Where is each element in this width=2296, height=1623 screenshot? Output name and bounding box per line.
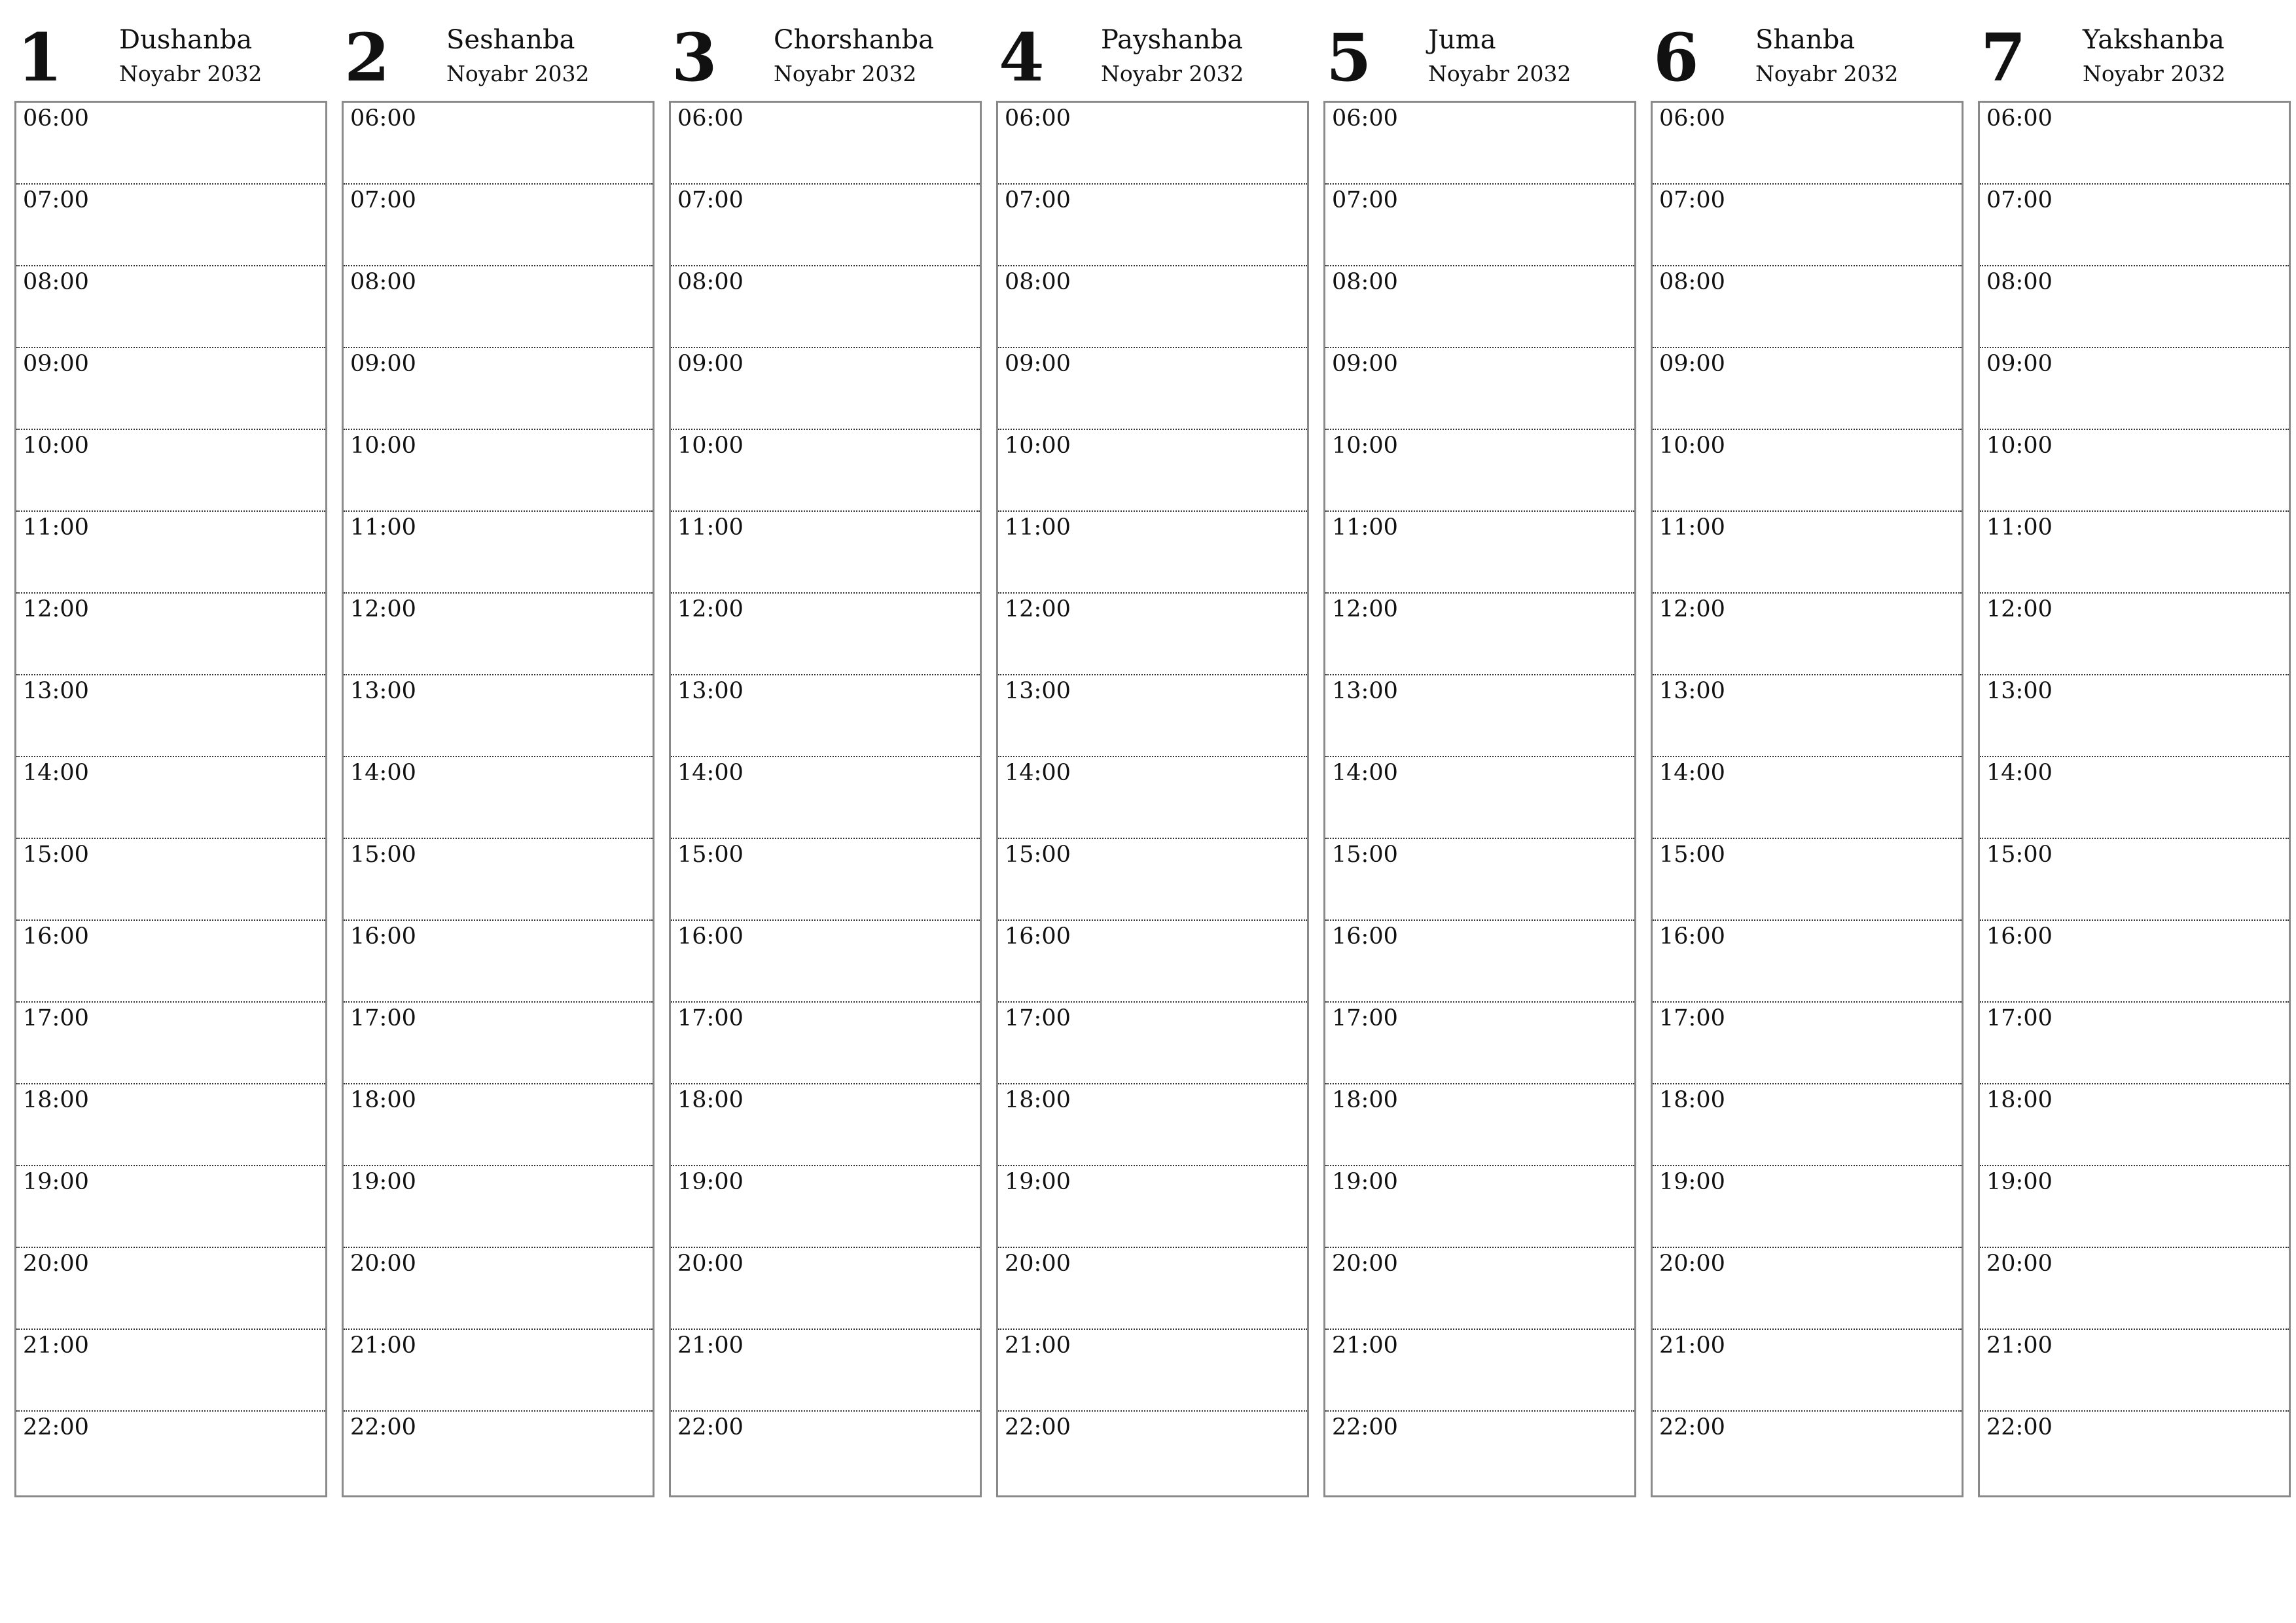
time-slot[interactable] [16, 348, 325, 430]
time-label: 21:00 [1005, 1332, 1071, 1359]
time-slot[interactable] [671, 348, 980, 430]
time-slot[interactable] [16, 921, 325, 1003]
time-slot[interactable] [671, 266, 980, 348]
day-name: Juma [1428, 25, 1496, 55]
time-slot[interactable] [1980, 757, 2289, 839]
time-slot[interactable] [16, 1166, 325, 1248]
time-slot[interactable] [1653, 348, 1962, 430]
time-label: 07:00 [677, 187, 744, 213]
time-label: 22:00 [1986, 1414, 2053, 1440]
time-label: 06:00 [1659, 105, 1725, 132]
day-header [1323, 20, 1636, 101]
time-label: 12:00 [350, 596, 416, 622]
day-name: Shanba [1755, 25, 1856, 55]
day-month: Noyabr 2032 [1428, 61, 1571, 86]
day-header [1651, 20, 1964, 101]
time-slot[interactable] [1325, 757, 1634, 839]
time-grid [996, 101, 1309, 1497]
time-slot[interactable] [16, 1330, 325, 1412]
day-month: Noyabr 2032 [774, 61, 917, 86]
time-label: 18:00 [1659, 1087, 1725, 1113]
time-label: 14:00 [350, 760, 416, 786]
time-slot[interactable] [16, 757, 325, 839]
time-label: 12:00 [677, 596, 744, 622]
day-number: 4 [999, 19, 1045, 96]
time-label: 22:00 [1659, 1414, 1725, 1440]
time-label: 17:00 [350, 1005, 416, 1031]
time-label: 08:00 [350, 269, 416, 295]
time-grid [1651, 101, 1964, 1497]
day-month: Noyabr 2032 [1101, 61, 1244, 86]
time-label: 10:00 [350, 433, 416, 459]
time-label: 14:00 [1005, 760, 1071, 786]
time-label: 13:00 [350, 678, 416, 704]
time-label: 19:00 [1659, 1169, 1725, 1195]
time-slot[interactable] [1325, 1084, 1634, 1166]
time-slot[interactable] [344, 675, 653, 757]
time-slot[interactable] [16, 1248, 325, 1330]
time-label: 09:00 [677, 351, 744, 377]
day-column [1651, 20, 1964, 1499]
time-label: 17:00 [1986, 1005, 2053, 1031]
time-label: 20:00 [1659, 1251, 1725, 1277]
time-slot[interactable] [671, 594, 980, 675]
time-label: 16:00 [23, 923, 89, 950]
time-label: 09:00 [350, 351, 416, 377]
time-slot[interactable] [1325, 348, 1634, 430]
time-slot[interactable] [16, 675, 325, 757]
time-slot[interactable] [1980, 1248, 2289, 1330]
time-slot[interactable] [344, 1248, 653, 1330]
time-label: 08:00 [1986, 269, 2053, 295]
time-slot[interactable] [671, 839, 980, 921]
time-label: 17:00 [23, 1005, 89, 1031]
time-label: 12:00 [1659, 596, 1725, 622]
time-slot[interactable] [1653, 266, 1962, 348]
time-label: 18:00 [350, 1087, 416, 1113]
time-slot[interactable] [344, 1003, 653, 1084]
time-slot[interactable] [671, 1166, 980, 1248]
time-label: 16:00 [350, 923, 416, 950]
time-slot[interactable] [998, 839, 1307, 921]
time-label: 17:00 [1659, 1005, 1725, 1031]
time-label: 07:00 [1005, 187, 1071, 213]
time-label: 11:00 [677, 514, 744, 541]
time-label: 18:00 [1005, 1087, 1071, 1113]
time-label: 15:00 [1005, 842, 1071, 868]
time-label: 20:00 [23, 1251, 89, 1277]
time-slot[interactable] [671, 921, 980, 1003]
time-slot[interactable] [1980, 1084, 2289, 1166]
time-label: 12:00 [23, 596, 89, 622]
time-label: 22:00 [23, 1414, 89, 1440]
time-label: 10:00 [677, 433, 744, 459]
time-grid [1323, 101, 1636, 1497]
time-slot[interactable] [1653, 1084, 1962, 1166]
time-slot[interactable] [998, 348, 1307, 430]
time-slot[interactable] [1325, 1248, 1634, 1330]
time-label: 09:00 [1332, 351, 1398, 377]
time-slot[interactable] [1653, 1003, 1962, 1084]
weekly-planner [14, 20, 2282, 1499]
day-header [996, 20, 1309, 101]
time-slot[interactable] [671, 1003, 980, 1084]
day-column [14, 20, 327, 1499]
time-slot[interactable] [1325, 512, 1634, 594]
time-label: 08:00 [1332, 269, 1398, 295]
time-slot[interactable] [16, 1084, 325, 1166]
time-slot[interactable] [344, 921, 653, 1003]
time-label: 13:00 [1005, 678, 1071, 704]
time-slot[interactable] [1980, 1166, 2289, 1248]
time-label: 11:00 [1659, 514, 1725, 541]
time-slot[interactable] [1653, 921, 1962, 1003]
time-label: 15:00 [1986, 842, 2053, 868]
time-slot[interactable] [1325, 1003, 1634, 1084]
time-label: 09:00 [1986, 351, 2053, 377]
time-slot[interactable] [998, 757, 1307, 839]
time-label: 09:00 [1005, 351, 1071, 377]
time-slot[interactable] [671, 1412, 980, 1495]
time-label: 17:00 [1332, 1005, 1398, 1031]
day-header [14, 20, 327, 101]
time-label: 10:00 [23, 433, 89, 459]
time-label: 09:00 [23, 351, 89, 377]
time-label: 08:00 [1005, 269, 1071, 295]
time-slot[interactable] [998, 921, 1307, 1003]
time-label: 14:00 [1659, 760, 1725, 786]
time-slot[interactable] [671, 512, 980, 594]
time-label: 19:00 [23, 1169, 89, 1195]
day-name: Seshanba [446, 25, 575, 55]
time-label: 18:00 [1986, 1087, 2053, 1113]
time-slot[interactable] [1653, 675, 1962, 757]
time-slot[interactable] [16, 839, 325, 921]
day-month: Noyabr 2032 [119, 61, 262, 86]
day-column [342, 20, 655, 1499]
time-slot[interactable] [1325, 1412, 1634, 1495]
time-slot[interactable] [998, 1166, 1307, 1248]
time-slot[interactable] [998, 430, 1307, 512]
time-slot[interactable] [1980, 675, 2289, 757]
time-label: 17:00 [1005, 1005, 1071, 1031]
time-slot[interactable] [1653, 185, 1962, 266]
time-label: 12:00 [1005, 596, 1071, 622]
time-slot[interactable] [344, 430, 653, 512]
time-slot[interactable] [998, 1412, 1307, 1495]
time-label: 07:00 [1986, 187, 2053, 213]
day-number: 6 [1653, 19, 1699, 96]
time-label: 11:00 [1332, 514, 1398, 541]
day-column [1978, 20, 2291, 1499]
time-slot[interactable] [1980, 512, 2289, 594]
time-label: 13:00 [1986, 678, 2053, 704]
day-column [669, 20, 982, 1499]
day-header [1978, 20, 2291, 101]
time-slot[interactable] [1980, 1412, 2289, 1495]
time-label: 13:00 [23, 678, 89, 704]
time-slot[interactable] [344, 839, 653, 921]
time-slot[interactable] [1325, 266, 1634, 348]
time-slot[interactable] [344, 1330, 653, 1412]
time-label: 16:00 [1005, 923, 1071, 950]
time-slot[interactable] [998, 675, 1307, 757]
time-slot[interactable] [1325, 1166, 1634, 1248]
time-label: 21:00 [677, 1332, 744, 1359]
day-month: Noyabr 2032 [446, 61, 590, 86]
time-label: 06:00 [350, 105, 416, 132]
day-name: Payshanba [1101, 25, 1243, 55]
time-slot[interactable] [998, 185, 1307, 266]
time-label: 22:00 [1005, 1414, 1071, 1440]
time-slot[interactable] [671, 185, 980, 266]
time-label: 07:00 [1659, 187, 1725, 213]
time-slot[interactable] [1653, 103, 1962, 185]
time-label: 06:00 [1005, 105, 1071, 132]
time-label: 11:00 [23, 514, 89, 541]
time-slot[interactable] [671, 430, 980, 512]
time-slot[interactable] [344, 594, 653, 675]
time-slot[interactable] [16, 103, 325, 185]
time-slot[interactable] [1325, 430, 1634, 512]
time-slot[interactable] [1980, 1330, 2289, 1412]
time-slot[interactable] [16, 1003, 325, 1084]
time-label: 15:00 [350, 842, 416, 868]
time-slot[interactable] [671, 1084, 980, 1166]
day-month: Noyabr 2032 [1755, 61, 1899, 86]
time-slot[interactable] [1653, 1248, 1962, 1330]
time-slot[interactable] [344, 757, 653, 839]
time-slot[interactable] [344, 512, 653, 594]
time-slot[interactable] [1325, 185, 1634, 266]
time-label: 18:00 [1332, 1087, 1398, 1113]
time-label: 16:00 [677, 923, 744, 950]
time-slot[interactable] [344, 1412, 653, 1495]
time-label: 20:00 [677, 1251, 744, 1277]
day-column [1323, 20, 1636, 1499]
time-label: 08:00 [1659, 269, 1725, 295]
time-slot[interactable] [1653, 1166, 1962, 1248]
time-slot[interactable] [344, 1084, 653, 1166]
time-label: 21:00 [350, 1332, 416, 1359]
time-label: 19:00 [350, 1169, 416, 1195]
time-label: 08:00 [677, 269, 744, 295]
time-slot[interactable] [344, 1166, 653, 1248]
time-slot[interactable] [671, 757, 980, 839]
time-slot[interactable] [998, 266, 1307, 348]
time-label: 09:00 [1659, 351, 1725, 377]
time-label: 20:00 [350, 1251, 416, 1277]
time-label: 10:00 [1659, 433, 1725, 459]
time-label: 20:00 [1005, 1251, 1071, 1277]
time-label: 12:00 [1986, 596, 2053, 622]
time-slot[interactable] [16, 512, 325, 594]
time-label: 11:00 [1005, 514, 1071, 541]
time-slot[interactable] [998, 1248, 1307, 1330]
time-label: 15:00 [1332, 842, 1398, 868]
time-slot[interactable] [1653, 594, 1962, 675]
time-label: 19:00 [1005, 1169, 1071, 1195]
time-slot[interactable] [344, 348, 653, 430]
time-label: 16:00 [1986, 923, 2053, 950]
day-header [669, 20, 982, 101]
time-label: 13:00 [1332, 678, 1398, 704]
time-slot[interactable] [1653, 430, 1962, 512]
time-slot[interactable] [998, 1330, 1307, 1412]
time-label: 10:00 [1332, 433, 1398, 459]
time-label: 14:00 [23, 760, 89, 786]
time-grid [342, 101, 655, 1497]
time-slot[interactable] [344, 185, 653, 266]
time-grid [14, 101, 327, 1497]
time-slot[interactable] [1653, 1330, 1962, 1412]
time-label: 06:00 [677, 105, 744, 132]
time-slot[interactable] [671, 1330, 980, 1412]
time-label: 14:00 [677, 760, 744, 786]
day-number: 3 [672, 19, 717, 96]
time-label: 17:00 [677, 1005, 744, 1031]
time-label: 06:00 [23, 105, 89, 132]
time-slot[interactable] [998, 103, 1307, 185]
time-slot[interactable] [1325, 594, 1634, 675]
time-label: 22:00 [350, 1414, 416, 1440]
time-label: 18:00 [23, 1087, 89, 1113]
time-label: 06:00 [1986, 105, 2053, 132]
time-grid [1978, 101, 2291, 1497]
time-label: 21:00 [1986, 1332, 2053, 1359]
time-label: 08:00 [23, 269, 89, 295]
time-label: 20:00 [1332, 1251, 1398, 1277]
day-name: Yakshanba [2083, 25, 2225, 55]
time-slot[interactable] [1653, 839, 1962, 921]
time-grid [669, 101, 982, 1497]
time-label: 15:00 [1659, 842, 1725, 868]
day-column [996, 20, 1309, 1499]
time-slot[interactable] [1980, 103, 2289, 185]
time-label: 18:00 [677, 1087, 744, 1113]
time-slot[interactable] [1980, 1003, 2289, 1084]
time-slot[interactable] [1325, 1330, 1634, 1412]
day-number: 1 [17, 19, 63, 96]
time-label: 21:00 [1659, 1332, 1725, 1359]
time-slot[interactable] [1325, 675, 1634, 757]
time-label: 13:00 [1659, 678, 1725, 704]
time-slot[interactable] [1980, 430, 2289, 512]
time-label: 10:00 [1986, 433, 2053, 459]
time-label: 22:00 [677, 1414, 744, 1440]
time-label: 14:00 [1986, 760, 2053, 786]
time-label: 19:00 [1332, 1169, 1398, 1195]
time-slot[interactable] [998, 512, 1307, 594]
day-name: Chorshanba [774, 25, 934, 55]
time-slot[interactable] [1653, 757, 1962, 839]
time-label: 19:00 [1986, 1169, 2053, 1195]
time-slot[interactable] [16, 185, 325, 266]
time-slot[interactable] [1325, 921, 1634, 1003]
time-label: 06:00 [1332, 105, 1398, 132]
time-label: 14:00 [1332, 760, 1398, 786]
time-label: 10:00 [1005, 433, 1071, 459]
time-label: 16:00 [1659, 923, 1725, 950]
time-slot[interactable] [1980, 839, 2289, 921]
time-slot[interactable] [1653, 512, 1962, 594]
time-label: 07:00 [23, 187, 89, 213]
day-number: 7 [1981, 19, 2026, 96]
time-slot[interactable] [671, 1248, 980, 1330]
time-slot[interactable] [1325, 839, 1634, 921]
time-slot[interactable] [998, 1084, 1307, 1166]
day-month: Noyabr 2032 [2083, 61, 2226, 86]
day-number: 2 [344, 19, 390, 96]
time-slot[interactable] [671, 675, 980, 757]
time-label: 19:00 [677, 1169, 744, 1195]
time-label: 20:00 [1986, 1251, 2053, 1277]
time-slot[interactable] [16, 266, 325, 348]
time-label: 15:00 [23, 842, 89, 868]
time-label: 11:00 [350, 514, 416, 541]
time-label: 07:00 [350, 187, 416, 213]
time-label: 22:00 [1332, 1414, 1398, 1440]
time-slot[interactable] [1980, 921, 2289, 1003]
time-slot[interactable] [1980, 185, 2289, 266]
time-label: 13:00 [677, 678, 744, 704]
time-label: 11:00 [1986, 514, 2053, 541]
time-label: 16:00 [1332, 923, 1398, 950]
time-slot[interactable] [1980, 348, 2289, 430]
time-slot[interactable] [344, 103, 653, 185]
time-label: 15:00 [677, 842, 744, 868]
time-label: 07:00 [1332, 187, 1398, 213]
time-slot[interactable] [1653, 1412, 1962, 1495]
time-label: 12:00 [1332, 596, 1398, 622]
day-number: 5 [1326, 19, 1372, 96]
time-slot[interactable] [998, 594, 1307, 675]
time-slot[interactable] [16, 430, 325, 512]
time-slot[interactable] [998, 1003, 1307, 1084]
time-slot[interactable] [344, 266, 653, 348]
time-slot[interactable] [1980, 594, 2289, 675]
time-slot[interactable] [16, 1412, 325, 1495]
time-slot[interactable] [1325, 103, 1634, 185]
time-label: 21:00 [23, 1332, 89, 1359]
day-name: Dushanba [119, 25, 253, 55]
time-label: 21:00 [1332, 1332, 1398, 1359]
time-slot[interactable] [16, 594, 325, 675]
time-slot[interactable] [671, 103, 980, 185]
day-header [342, 20, 655, 101]
time-slot[interactable] [1980, 266, 2289, 348]
